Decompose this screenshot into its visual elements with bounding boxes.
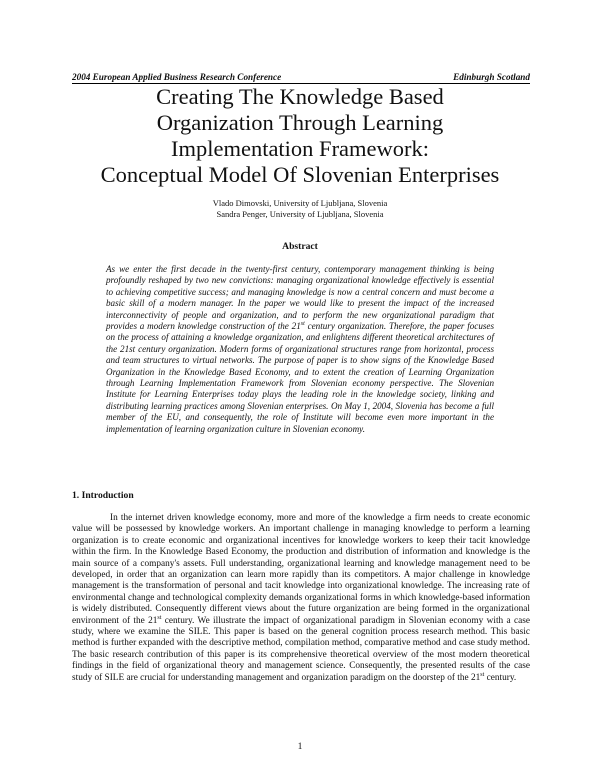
section-heading: 1. Introduction: [72, 490, 134, 501]
title-line-1: Creating The Knowledge Based: [156, 84, 444, 109]
abstract-text: As we enter the first decade in the twenty-first century, contemporary management thinking is being profoundly reshaped by two new convictions: managing organizational knowledge effectively is essential to achieving competitive success; and managing knowledge is now a central concern and must become a basic skill of a modern manager. In the paper we would like to present the impact of the increased interconnectivity of people and organization, and to perform the new organizational paradigm that provides a modern knowledge construction of the 21st century organization. Therefore, the paper focuses on the process of attaining a knowledge organization, and enlightens different theoretical architectures of the 21st century organization. Modern forms of organizational structures range from horizontal, process and team structures to virtual networks. The purpose of paper is to show signs of the Knowledge Based Organization in the Knowledge Based Economy, and to extent the creation of Learning Organization through Learning Implementation Framework from Slovenian economy perspective. The Slovenian Institute for Learning Enterprises today plays the leading role in the knowledge society, linking and distributing learning practices among Slovenian enterprises. On May 1, 2004, Slovenia has become a full member of the EU, and consequently, the role of Institute will become even more important in the implementation of learning organization culture in Slovenian economy.: [106, 264, 494, 434]
title-line-4: Conceptual Model Of Slovenian Enterprises: [100, 162, 500, 187]
title-line-3: Implementation Framework:: [170, 136, 430, 161]
conference-location: Edinburgh Scotland: [453, 72, 530, 82]
abstract-heading: Abstract: [282, 241, 318, 252]
title-line-2: Organization Through Learning: [156, 110, 444, 135]
author-2: Sandra Penger, University of Ljubljana, Slovenia: [216, 209, 384, 219]
conference-name: 2004 European Applied Business Research Conference: [72, 72, 282, 82]
introduction-paragraph: In the internet driven knowledge economy, more and more of the knowledge a firm needs to create economic value will be possessed by knowledge workers. An important challenge in managing knowledge to perform a learning organization is to create economic and organizational incentives for knowledge workers to keep their tacit knowledge within the firm. In the Knowledge Based Economy, the production and distribution of information and knowledge is the main source of a company's assets. Full understanding, organizational learning and knowledge management need to be developed, in order that an organization can learn more rapidly than its competitors. A major challenge in knowledge management is the transformation of personal and tacit knowledge into organizational knowledge. The increasing rate of environmental change and technological complexity demands organizational forms in which knowledge-based information is widely distributed. Consequently different views about the future organization are being formed in the organizational environment of the 21st century. We illustrate the impact of organizational paradigm in Slovenian economy with a case study, where we examine the SILE. This paper is based on the general cognition process research method. This basic method is further expanded with the descriptive method, compilation method, comparative method and case study method. The basic research contribution of this paper is its comprehensive theoretical overview of the most modern theoretical findings in the field of organizational theory and management science. Consequently, the presented results of the case study of SILE are crucial for understanding management and organization paradigm on the doorstep of the 21st century.: [72, 513, 530, 683]
running-header: [72, 72, 530, 84]
author-1: Vlado Dimovski, University of Ljubljana, Slovenia: [212, 198, 388, 208]
page-number: 1: [297, 741, 303, 752]
paper-title: [60, 84, 540, 188]
